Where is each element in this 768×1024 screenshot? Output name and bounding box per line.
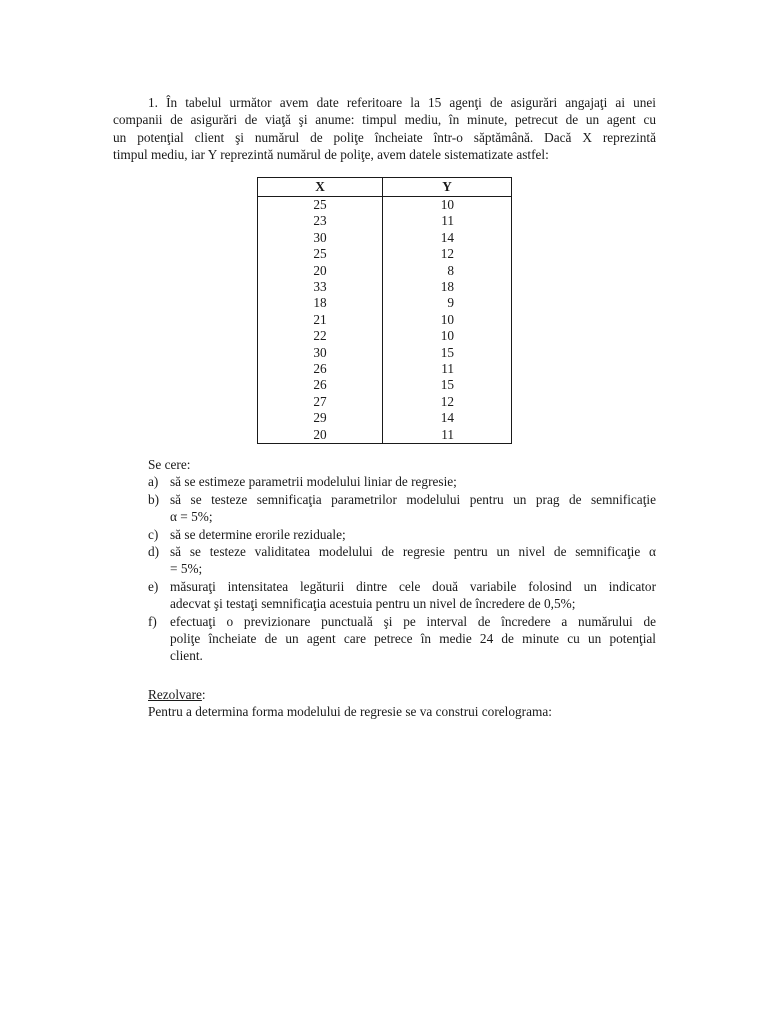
task-label: f) (148, 613, 157, 629)
table-row (258, 246, 512, 262)
table-row (258, 295, 512, 311)
task-text (170, 543, 656, 578)
cell-y: 9 (447, 295, 454, 311)
cell-x: 27 (258, 394, 383, 410)
solution-text: Pentru a determina forma modelului de regresie se va construi corelograma: (148, 704, 552, 720)
table-row (258, 410, 512, 426)
table-row (258, 279, 512, 295)
cell-x: 26 (258, 361, 383, 377)
table-row (258, 361, 512, 377)
task-text-line: poliţe încheiate de un agent care petrece în medie 24 de minute cu un potenţial (170, 631, 656, 647)
table-row (258, 328, 512, 344)
problem-line: un potenţial client şi numărul de poliţe încheiate într-o săptămână. Dacă X reprezintă (113, 129, 656, 145)
cell-x: 18 (258, 295, 383, 311)
task-text (170, 491, 656, 526)
task-item (148, 613, 656, 665)
task-list (148, 456, 656, 665)
task-text-line: efectuaţi o previzionare punctuală şi pe interval de încredere a numărului de (170, 613, 656, 629)
table-row (258, 312, 512, 328)
table-row (258, 377, 512, 393)
task-item (148, 578, 656, 613)
task-label: e) (148, 578, 159, 594)
table-row (258, 345, 512, 361)
cell-y: 8 (447, 262, 454, 278)
cell-y: 15 (440, 344, 454, 360)
problem-line: companii de asigurări de viaţă şi anume: timpul mediu, în minute, petrecut de un agent cu (113, 112, 656, 128)
cell-x: 29 (258, 410, 383, 426)
cell-y: 12 (440, 246, 454, 262)
table-row (258, 213, 512, 229)
column-header-y: Y (383, 178, 512, 197)
cell-x: 30 (258, 345, 383, 361)
task-item (148, 491, 656, 526)
cell-x: 33 (258, 279, 383, 295)
table-row (258, 263, 512, 279)
table-row (258, 230, 512, 246)
task-text-line: client. (170, 648, 203, 664)
task-label: d) (148, 544, 160, 560)
problem-statement (113, 94, 656, 164)
task-text (170, 613, 656, 665)
task-text-line: să se determine erorile reziduale; (170, 526, 346, 542)
task-label: b) (148, 491, 160, 507)
task-item (148, 473, 656, 490)
task-text-line: măsuraţi intensitatea legăturii dintre cele două variabile folosind un indicator (170, 578, 656, 594)
cell-y: 10 (440, 311, 454, 327)
column-header-x: X (258, 178, 383, 197)
data-table (257, 177, 512, 444)
task-item (148, 526, 656, 543)
task-text-line: să se estimeze parametrii modelului liniar de regresie; (170, 474, 457, 490)
cell-y: 11 (441, 426, 454, 442)
solution-heading-suffix: : (201, 687, 206, 702)
table-body (258, 197, 512, 444)
cell-y: 14 (440, 410, 454, 426)
task-items (148, 473, 656, 664)
cell-x: 21 (258, 312, 383, 328)
cell-y: 15 (440, 377, 454, 393)
cell-x: 23 (258, 213, 383, 229)
problem-line: 1. În tabelul următor avem date referitoare la 15 agenţi de asigurări angajaţi ai unei (148, 95, 656, 110)
task-text-line: să se testeze validitatea modelului de regresie pentru un nivel de semnificaţie α (170, 544, 656, 560)
cell-y: 10 (440, 197, 454, 212)
table-row (258, 197, 512, 214)
task-text-line: să se testeze semnificaţia parametrilor modelului pentru un prag de semnificaţie (170, 491, 656, 507)
solution-heading-line (148, 686, 656, 703)
table-header-row (258, 178, 512, 197)
cell-x: 20 (258, 263, 383, 279)
task-label: c) (148, 526, 159, 542)
cell-y: 12 (440, 393, 454, 409)
cell-y: 14 (440, 229, 454, 245)
task-text (170, 578, 656, 613)
task-label: a) (148, 474, 159, 490)
cell-x: 26 (258, 377, 383, 393)
cell-y: 11 (441, 361, 454, 377)
task-text (170, 526, 656, 543)
cell-x: 25 (258, 246, 383, 262)
table-row (258, 394, 512, 410)
problem-line: timpul mediu, iar Y reprezintă numărul de poliţe, avem datele sistematizate astfel: (113, 147, 549, 163)
tasks-heading: Se cere: (148, 457, 191, 472)
cell-y: 18 (440, 279, 454, 295)
task-item (148, 543, 656, 578)
solution-section (148, 686, 656, 721)
cell-x: 20 (258, 427, 383, 444)
cell-y: 10 (440, 328, 454, 344)
task-text (170, 473, 656, 490)
cell-x: 25 (258, 197, 383, 214)
table-row (258, 427, 512, 444)
task-text-line: adecvat şi testaţi semnificaţia acestuia pentru un nivel de încredere de 0,5%; (170, 596, 576, 612)
solution-heading: Rezolvare (148, 687, 202, 702)
task-text-line: α = 5%; (170, 509, 213, 525)
cell-y: 11 (441, 213, 454, 229)
cell-x: 30 (258, 230, 383, 246)
task-text-line: = 5%; (170, 561, 203, 577)
cell-x: 22 (258, 328, 383, 344)
